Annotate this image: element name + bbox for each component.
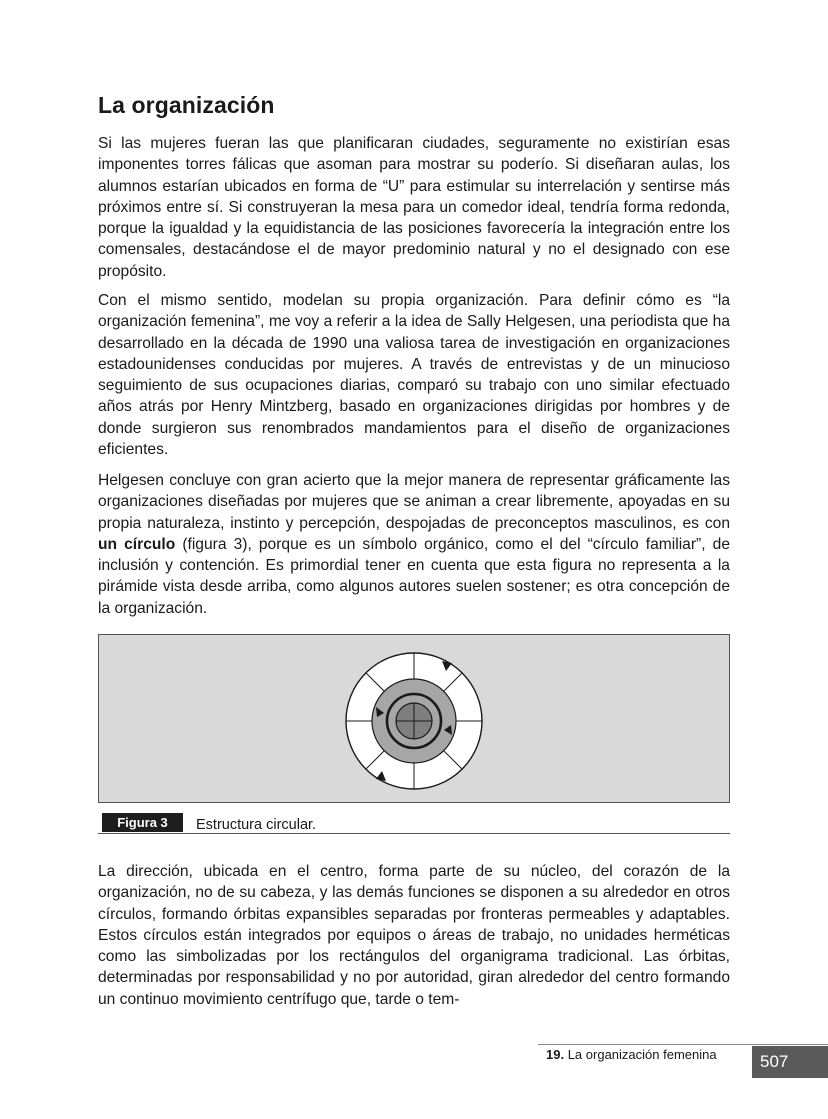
running-footer (546, 1047, 717, 1062)
chapter-number: 19. (546, 1047, 565, 1062)
figure-caption: Estructura circular. (196, 817, 317, 833)
circular-structure-diagram (99, 635, 729, 802)
paragraph-4: La dirección, ubicada en el centro, forma parte de su núcleo, del corazón de la organización, no de su cabeza, y las demás funciones se disponen a su alrededor en otros círculos, formando órbitas expansibles separadas por fronteras permeables y adaptables. Estos círculos están integrados por equipos o áreas de trabajo, no unidades herméticas como las simbolizadas por los rectángulos del organigrama tradicional. Las órbitas, determinadas por responsabilidad y no por autoridad, giran alrededor del centro formando un continuo movimiento centrífugo que, tarde o tem- (98, 863, 730, 1008)
paragraph-3-emphasis: un círculo (98, 535, 176, 553)
footer-divider (538, 1044, 828, 1045)
paragraph-3 (98, 470, 730, 619)
caption-divider (98, 833, 730, 834)
section-title: La organización (98, 92, 275, 118)
figure-label-badge: Figura 3 (102, 813, 183, 832)
chapter-title: La organización femenina (567, 1047, 717, 1062)
page-number: 507 (752, 1046, 828, 1078)
figure-3-illustration (98, 634, 730, 803)
paragraph-1: Si las mujeres fueran las que planificaran ciudades, seguramente no existirían esas imponentes torres fálicas que asoman para mostrar su poderío. Si diseñaran aulas, los alumnos estarían ubicados en forma de “U” para estimular su interrelación y sentirse más próximos entre sí. Si construyeran la mesa para un comedor ideal, tendría forma redonda, porque la igualdad y la equidistancia de las posiciones favorecería la integración entre los comensales, destacándose el de mayor predominio natural y no el designado con ese propósito. (98, 135, 730, 280)
paragraph-3-text-b: (figura 3), porque es un símbolo orgánico, como el del “círculo familiar”, de inclusión y contención. Es primordial tener en cuenta que esta figura no representa a la pirámide vista desde arriba, como algunos autores suelen sostener; es otra concepción de la organización. (98, 535, 730, 617)
paragraph-3-text-a: Helgesen concluye con gran acierto que la mejor manera de representar gráficamente las organizaciones diseñadas por mujeres que se animan a crear libremente, apoyadas en su propia naturaleza, instinto y percepción, despojadas de preconceptos masculinos, es con (98, 472, 730, 532)
paragraph-2: Con el mismo sentido, modelan su propia organización. Para definir cómo es “la organización femenina”, me voy a referir a la idea de Sally Helgesen, una periodista que ha desarrollado en la década de 1990 una valiosa tarea de investigación en organizaciones estadounidenses conducidas por mujeres. A través de entrevistas y de un minucioso seguimiento de sus ocupaciones diarias, comparó su trabajo con uno similar efectuado años atrás por Henry Mintzberg, basado en organizaciones dirigidas por hombres y de donde surgieron sus renombrados mandamientos para el diseño de organizaciones eficientes. (98, 292, 730, 459)
